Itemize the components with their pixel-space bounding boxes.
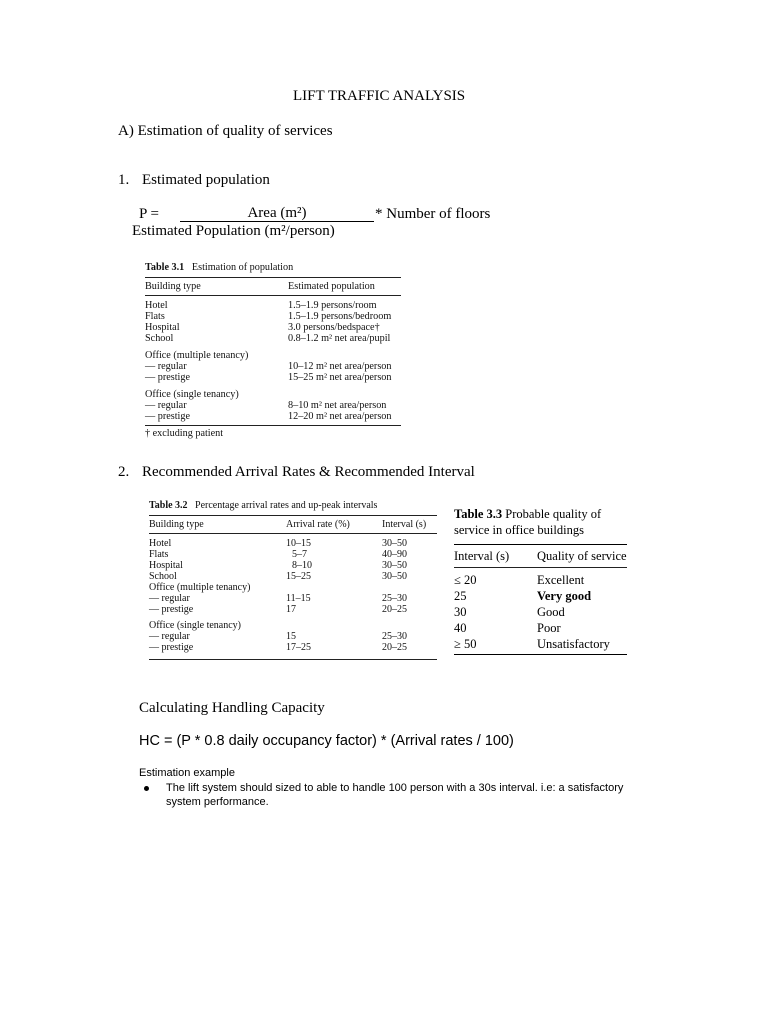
table-3-3 — [454, 506, 627, 656]
table-3-2-cell: 30–50 — [382, 538, 407, 549]
example-bullet — [139, 781, 679, 809]
table-3-2-group-label: Office (multiple tenancy) — [149, 582, 251, 593]
table-3-2-header: Building type — [149, 519, 204, 530]
table-3-1-caption — [145, 262, 401, 273]
table-3-1-cell: Hospital — [145, 322, 180, 333]
table-3-1-cell: Flats — [145, 311, 165, 322]
table-3-1-group-label: Office (multiple tenancy) — [145, 350, 249, 361]
table-3-1-footnote: † excluding patient — [145, 428, 224, 439]
table-3-3-cell: Excellent — [537, 573, 585, 587]
table-3-1-cell: 10–12 m² net area/person — [288, 361, 392, 372]
formula-suffix: * Number of floors — [375, 206, 491, 222]
table-3-2-caption — [149, 500, 437, 511]
table-3-2-cell: Hotel — [149, 538, 172, 549]
table-3-1-header: Estimated population — [288, 281, 375, 292]
table-3-2-cell: 15–25 — [286, 571, 311, 582]
table-3-1-cell: 0.8–1.2 m² net area/pupil — [288, 333, 391, 344]
formula-p-label: P = — [139, 206, 159, 222]
table-3-3-cell: ≥ 50 — [454, 637, 477, 651]
table-3-2-cell: School — [149, 571, 177, 582]
table-3-2-cell: — prestige — [149, 642, 194, 653]
table-3-3-cell: Poor — [537, 621, 561, 635]
table-3-2-header: Arrival rate (%) — [286, 519, 350, 530]
table-3-2-header: Interval (s) — [382, 519, 427, 530]
example-bullet-line1: The lift system should sized to able to handle 100 person with a 30s interval. i.e: a satisfactory — [166, 782, 624, 794]
example-heading: Estimation example — [139, 767, 235, 779]
table-3-1-cell: 1.5–1.9 persons/bedroom — [288, 311, 392, 322]
table-3-2-bottom-rule — [149, 660, 437, 662]
table-3-1-caption-text: Estimation of population — [191, 262, 294, 273]
table-3-3-cell: Unsatisfactory — [537, 637, 610, 651]
table-3-3-header: Interval (s) — [454, 549, 510, 563]
handling-capacity-heading: Calculating Handling Capacity — [139, 700, 325, 716]
table-3-2-cell: Flats — [149, 549, 169, 560]
item2-number: 2. — [118, 464, 130, 480]
hc-formula: HC = (P * 0.8 daily occupancy factor) * (Arrival rates / 100) — [139, 733, 514, 749]
table-3-1-cell: — prestige — [145, 411, 190, 422]
table-3-2-grid — [149, 515, 437, 661]
item1-number: 1. — [118, 172, 130, 188]
table-3-2-cell: 17–25 — [286, 642, 311, 653]
item1-heading — [118, 171, 270, 189]
table-3-3-cell: ≤ 20 — [454, 573, 477, 587]
table-3-1-cell: 12–20 m² net area/person — [288, 411, 392, 422]
table-3-3-caption-line2: service in office buildings — [454, 523, 584, 537]
table-3-3-cell: 25 — [454, 589, 467, 603]
table-3-3-cell: 30 — [454, 605, 467, 619]
table-3-3-caption-line1: Probable quality of — [505, 507, 602, 521]
document-title: LIFT TRAFFIC ANALYSIS — [293, 88, 466, 104]
formula-numerator: Area (m²) — [180, 205, 374, 222]
table-3-3-cell: 40 — [454, 621, 467, 635]
table-3-3-cell: Good — [537, 605, 565, 619]
table-3-2-cell: 11–15 — [286, 593, 311, 604]
table-3-2-cell: 25–30 — [382, 631, 407, 642]
table-3-1-header: Building type — [145, 281, 201, 292]
table-3-2-cell: — prestige — [149, 604, 194, 615]
table-3-2-cell: — regular — [149, 631, 190, 642]
table-3-2 — [149, 500, 437, 661]
table-3-1-cell: — regular — [145, 361, 187, 372]
table-3-2-cell: 20–25 — [382, 642, 407, 653]
table-3-2-cell: 17 — [286, 604, 296, 615]
table-3-3-header: Quality of service — [537, 549, 627, 563]
table-3-2-cell: 20–25 — [382, 604, 407, 615]
bullet-icon — [144, 786, 149, 791]
table-3-1-cell: 8–10 m² net area/person — [288, 400, 387, 411]
table-3-2-caption-text: Percentage arrival rates and up-peak intervals — [195, 500, 378, 511]
section-a-heading: A) Estimation of quality of services — [118, 123, 333, 139]
table-3-2-cell: 30–50 — [382, 560, 407, 571]
table-3-2-cell: 40–90 — [382, 549, 407, 560]
item2-heading — [118, 463, 475, 481]
formula-denominator: Estimated Population (m²/person) — [132, 223, 335, 239]
table-3-2-cell: 25–30 — [382, 593, 407, 604]
table-3-2-cell: Hospital — [149, 560, 183, 571]
table-3-1-caption-number: Table 3.1 — [145, 262, 185, 273]
table-3-1-cell: 15–25 m² net area/person — [288, 372, 392, 383]
table-3-3-cell: Very good — [537, 589, 592, 603]
example-bullet-line2: system performance. — [166, 796, 269, 808]
table-3-1-cell: 3.0 persons/bedspace† — [288, 322, 380, 333]
table-3-1-group-label: Office (single tenancy) — [145, 389, 239, 400]
table-3-1-cell: — regular — [145, 400, 187, 411]
item2-label: Recommended Arrival Rates & Recommended Interval — [142, 464, 475, 480]
table-3-1-cell: Hotel — [145, 300, 168, 311]
table-3-2-group-label: Office (single tenancy) — [149, 620, 241, 631]
table-3-3-caption — [454, 506, 627, 538]
table-3-1-cell: School — [145, 333, 174, 344]
table-3-2-cell: — regular — [149, 593, 190, 604]
table-3-2-cell: 8–10 — [292, 560, 312, 571]
table-3-2-cell: 30–50 — [382, 571, 407, 582]
table-3-1-cell: — prestige — [145, 372, 190, 383]
table-3-2-caption-number: Table 3.2 — [149, 500, 188, 511]
table-3-2-cell: 5–7 — [292, 549, 307, 560]
table-3-3-grid — [454, 544, 627, 656]
table-3-1-cell: 1.5–1.9 persons/room — [288, 300, 377, 311]
item1-label: Estimated population — [142, 172, 270, 188]
table-3-3-caption-number: Table 3.3 — [454, 507, 503, 521]
table-3-1-grid — [145, 277, 401, 439]
table-3-3-bottom-rule — [454, 655, 627, 657]
table-3-2-cell: 15 — [286, 631, 296, 642]
table-3-1 — [145, 262, 401, 439]
table-3-2-cell: 10–15 — [286, 538, 311, 549]
